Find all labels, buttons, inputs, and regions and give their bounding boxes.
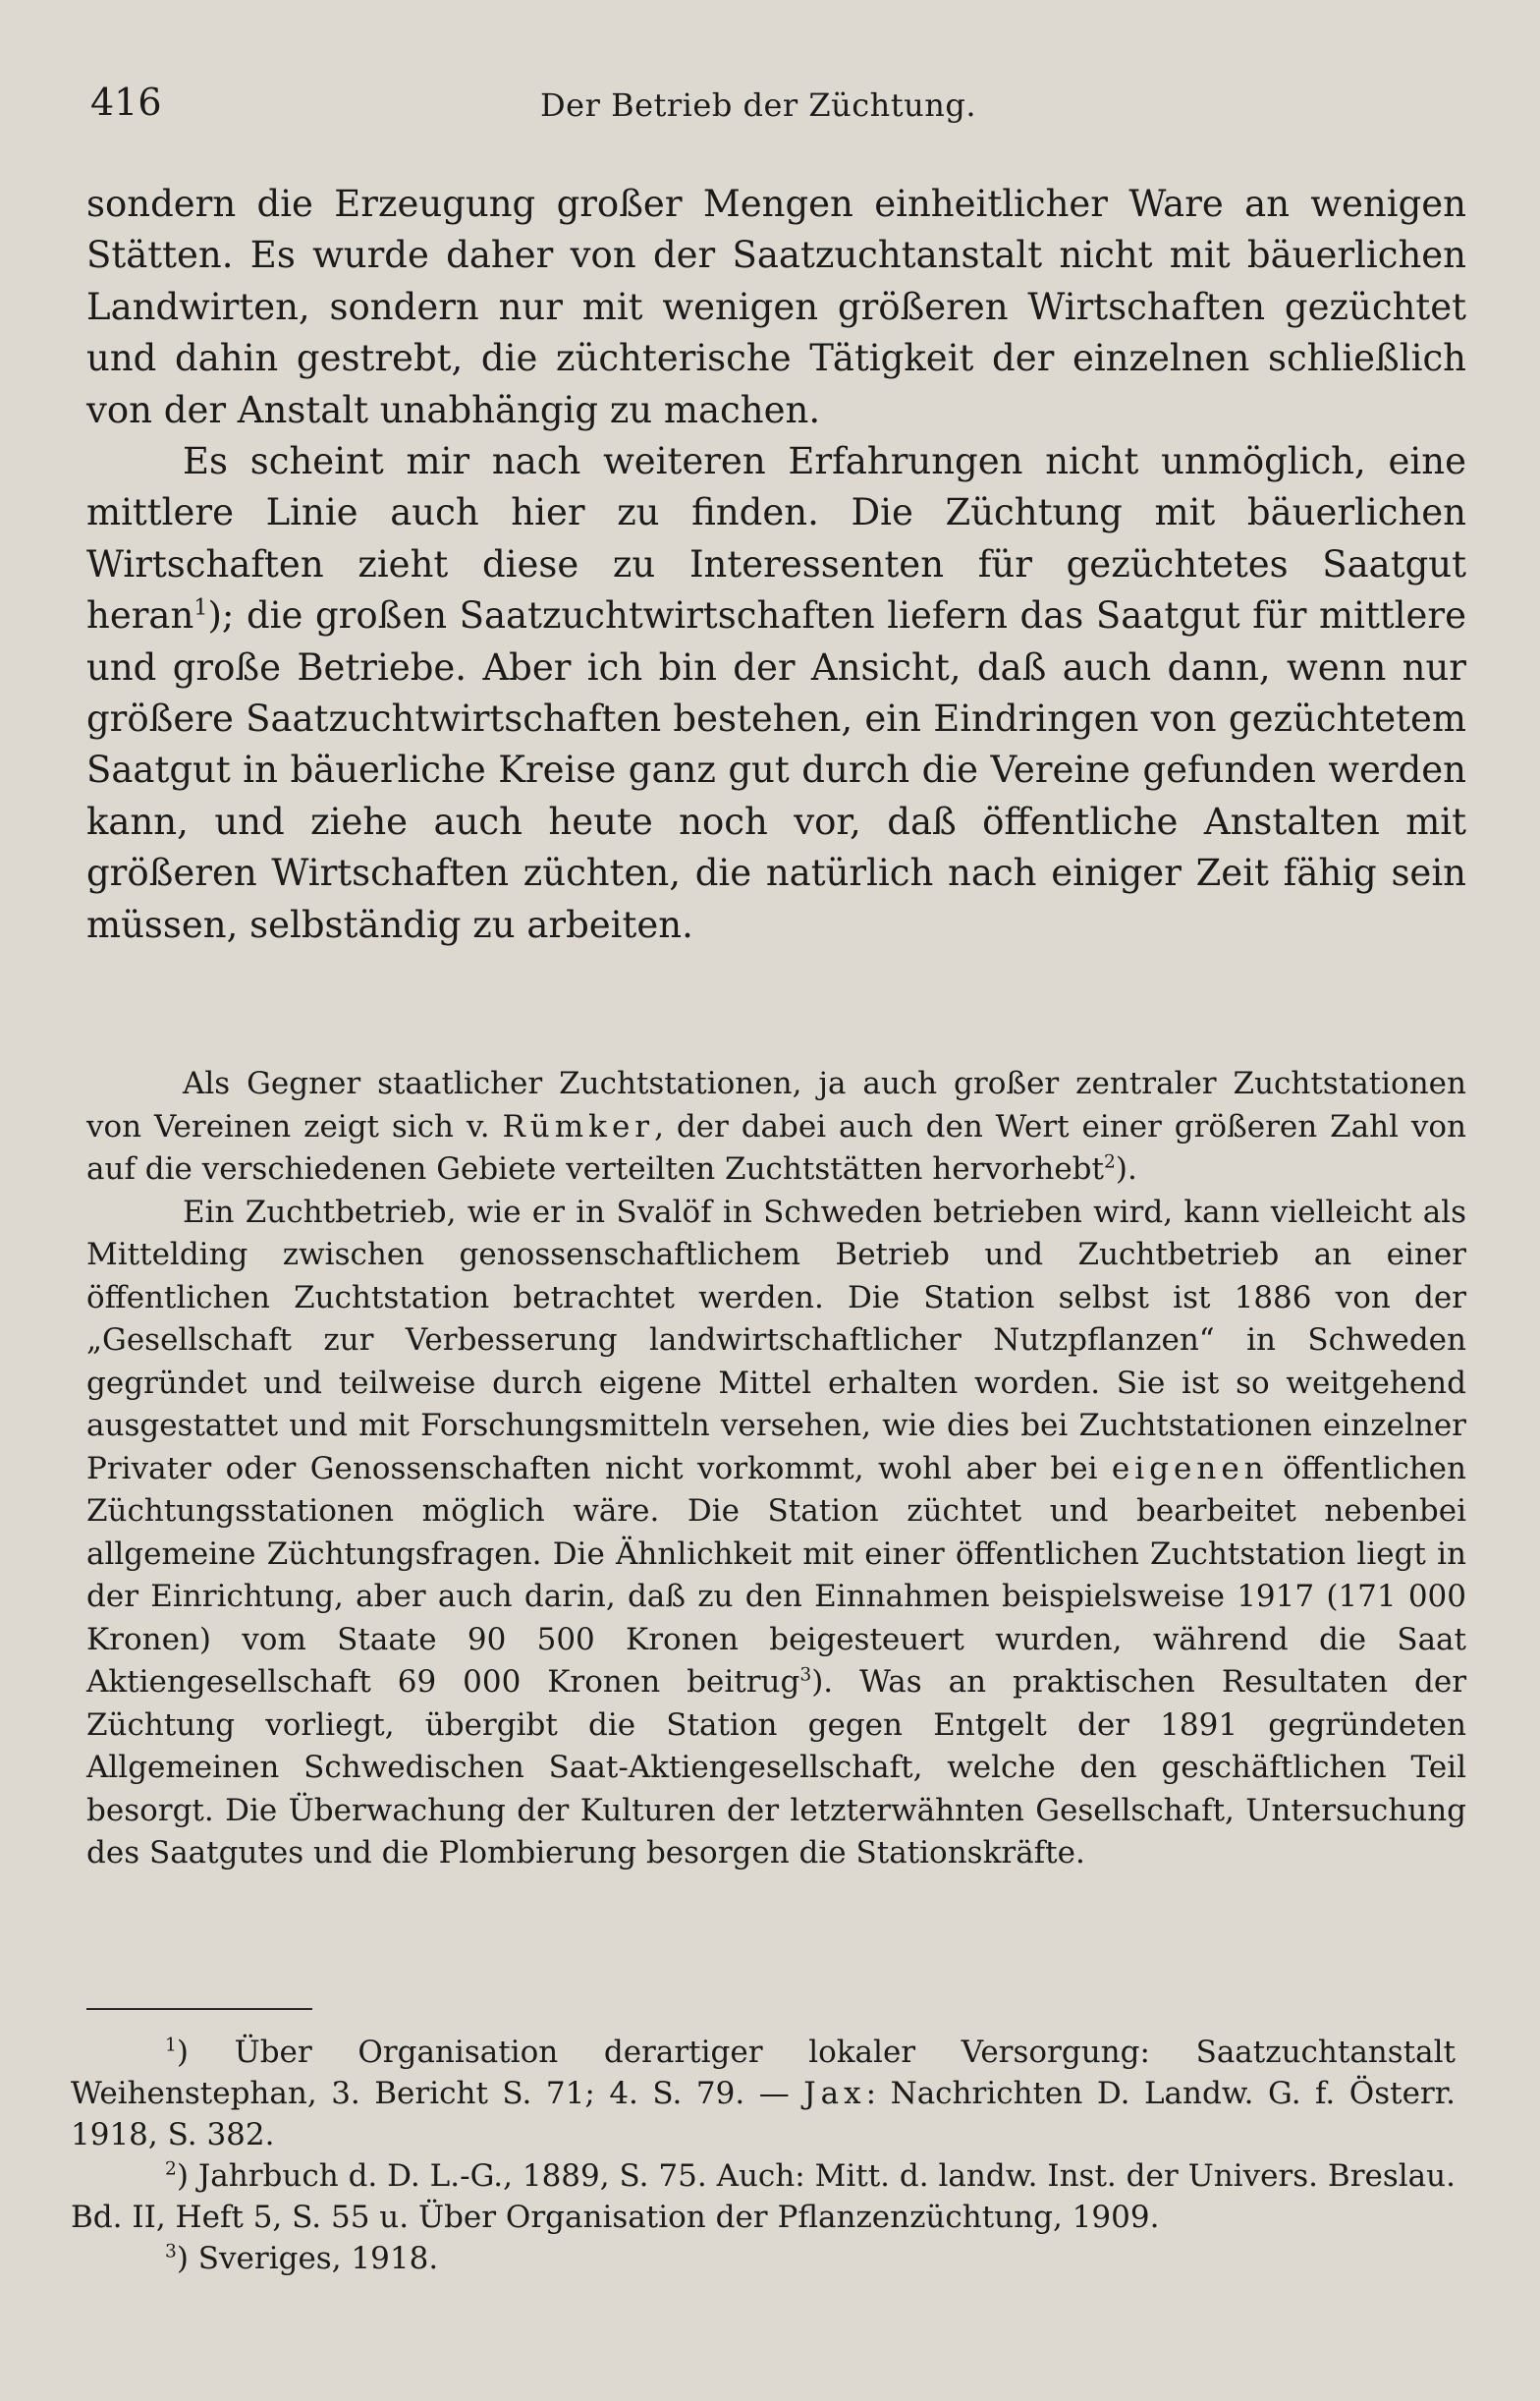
- paragraph-2-text-a: Es scheint mir nach weiteren Erfahrungen nicht unmöglich, eine mittlere Linie auch hier zu finden. Die Züchtung mit bäuerlichen Wirtschaften zieht diese zu Interessenten für gezüchtetes Saatgut heran: [86, 440, 1466, 638]
- footnote-2-text: ) Jahrbuch d. D. L.-G., 1889, S. 75. Auch: Mitt. d. landw. Inst. der Univers. Breslau. Bd. II, Heft 5, S. 55 u. Über Organisation der Pflanzenzüchtung, 1909.: [71, 2158, 1456, 2235]
- page-header: [90, 81, 1465, 140]
- emphasis-eigenen: eigenen: [1111, 1450, 1269, 1486]
- footnote-ref-1[interactable]: 1: [193, 594, 208, 621]
- footnote-1-mark: 1: [165, 2035, 177, 2056]
- paragraph-4-text-b: öffentlichen Züchtungsstationen möglich wäre. Die Station züchtet und bearbeitet nebenbei allgemeine Züchtungsfragen. Die Ähnlichkeit mit einer öffentlichen Zuchtstation liegt in der Einrichtung, aber auch darin, daß zu den Einnahmen beispielsweise 1917 (171 000 Kronen) vom Staate 90 500 Kronen beigesteuert wurden, während die Saat Aktiengesellschaft 69 000 Kronen beitrug: [86, 1450, 1466, 1700]
- paragraph-1: [86, 179, 1466, 436]
- paragraph-3-text-a: Als Gegner staatlicher Zuchtstationen, ja auch großer zentraler Zuchtstationen von Vereinen zeigt sich v.: [86, 1066, 1466, 1145]
- paragraph-3-text-b: , der dabei auch den Wert einer größeren Zahl von auf die verschiedenen Gebiete verteilten Zuchtstätten hervorhebt: [86, 1108, 1466, 1187]
- paragraph-2: [86, 436, 1466, 951]
- paragraph-4: [86, 1192, 1466, 1875]
- footnote-2-mark: 2: [165, 2158, 177, 2180]
- paragraph-3-text-c: ).: [1115, 1151, 1137, 1187]
- footnote-2: [71, 2155, 1456, 2238]
- footnote-3-text: ) Sveriges, 1918.: [176, 2241, 439, 2276]
- footnotes: [71, 2032, 1456, 2279]
- paragraph-1-text: sondern die Erzeugung großer Mengen einheitlicher Ware an wenigen Stätten. Es wurde daher von der Saatzuchtanstalt nicht mit bäuerlichen Landwirten, sondern nur mit wenigen größeren Wirtschaften gezüchtet und dahin gestrebt, die züchterische Tätigkeit der einzelnen schließlich von der Anstalt unabhängig zu machen.: [86, 183, 1466, 431]
- footnote-3: [71, 2238, 1456, 2279]
- footnote-1: [71, 2032, 1456, 2155]
- paragraph-3: [86, 1063, 1466, 1192]
- author-name-ruemker: Rümker: [502, 1108, 655, 1145]
- running-title: Der Betrieb der Züchtung.: [540, 86, 976, 124]
- footnote-ref-2[interactable]: 2: [1104, 1151, 1116, 1173]
- paragraph-2-text-b: ); die großen Saatzuchtwirtschaften liefern das Saatgut für mittlere und große Betriebe. Aber ich bin der Ansicht, daß auch dann, wenn nur größere Saatzuchtwirtschaften bestehen, ein Eindringen von gezüchtetem Saatgut in bäuerliche Kreise ganz gut durch die Vereine gefunden werden kann, und ziehe auch heute noch vor, daß öffentliche Anstalten mit größeren Wirtschaften züchten, die natürlich nach einiger Zeit fähig sein müssen, selbständig zu arbeiten.: [86, 594, 1466, 946]
- footnote-1-text-a: ) Über Organisation derartiger lokaler Versorgung: Saatzuchtanstalt Weihenstephan, 3. Bericht S. 71; 4. S. 79. —: [71, 2035, 1456, 2111]
- page-number: 416: [90, 81, 162, 124]
- author-name-jax: Jax: [803, 2076, 866, 2111]
- paragraph-4-text-a: Ein Zuchtbetrieb, wie er in Svalöf in Schweden betrieben wird, kann vielleicht als Mittelding zwischen genossenschaftlichem Betrieb und Zuchtbetrieb an einer öffentlichen Zuchtstation betrachtet werden. Die Station selbst ist 1886 von der „Gesellschaft zur Verbesserung landwirtschaftlicher Nutzpflanzen“ in Schweden gegründet und teilweise durch eigene Mittel erhalten worden. Sie ist so weitgehend ausgestattet und mit Forschungsmitteln versehen, wie dies bei Zuchtstationen einzelner Privater oder Genossenschaften nicht vorkommt, wohl aber bei: [86, 1194, 1466, 1486]
- footnote-3-mark: 3: [165, 2241, 177, 2262]
- small-text-block: [86, 1063, 1466, 1875]
- footnote-divider: [86, 2008, 312, 2010]
- footnote-ref-3[interactable]: 3: [799, 1664, 812, 1686]
- main-text-block: [86, 179, 1466, 951]
- paragraph-4-text-c: ). Was an praktischen Resultaten der Züchtung vorliegt, übergibt die Station gegen Entgelt der 1891 gegründeten Allgemeinen Schwedischen Saat-Aktiengesellschaft, welche den geschäftlichen Teil besorgt. Die Überwachung der Kulturen der letzterwähnten Gesellschaft, Untersuchung des Saatgutes und die Plombierung besorgen die Stationskräfte.: [86, 1664, 1467, 1871]
- footnote-1-text-b: : Nachrichten D. Landw. G. f. Österr. 1918, S. 382.: [71, 2076, 1456, 2152]
